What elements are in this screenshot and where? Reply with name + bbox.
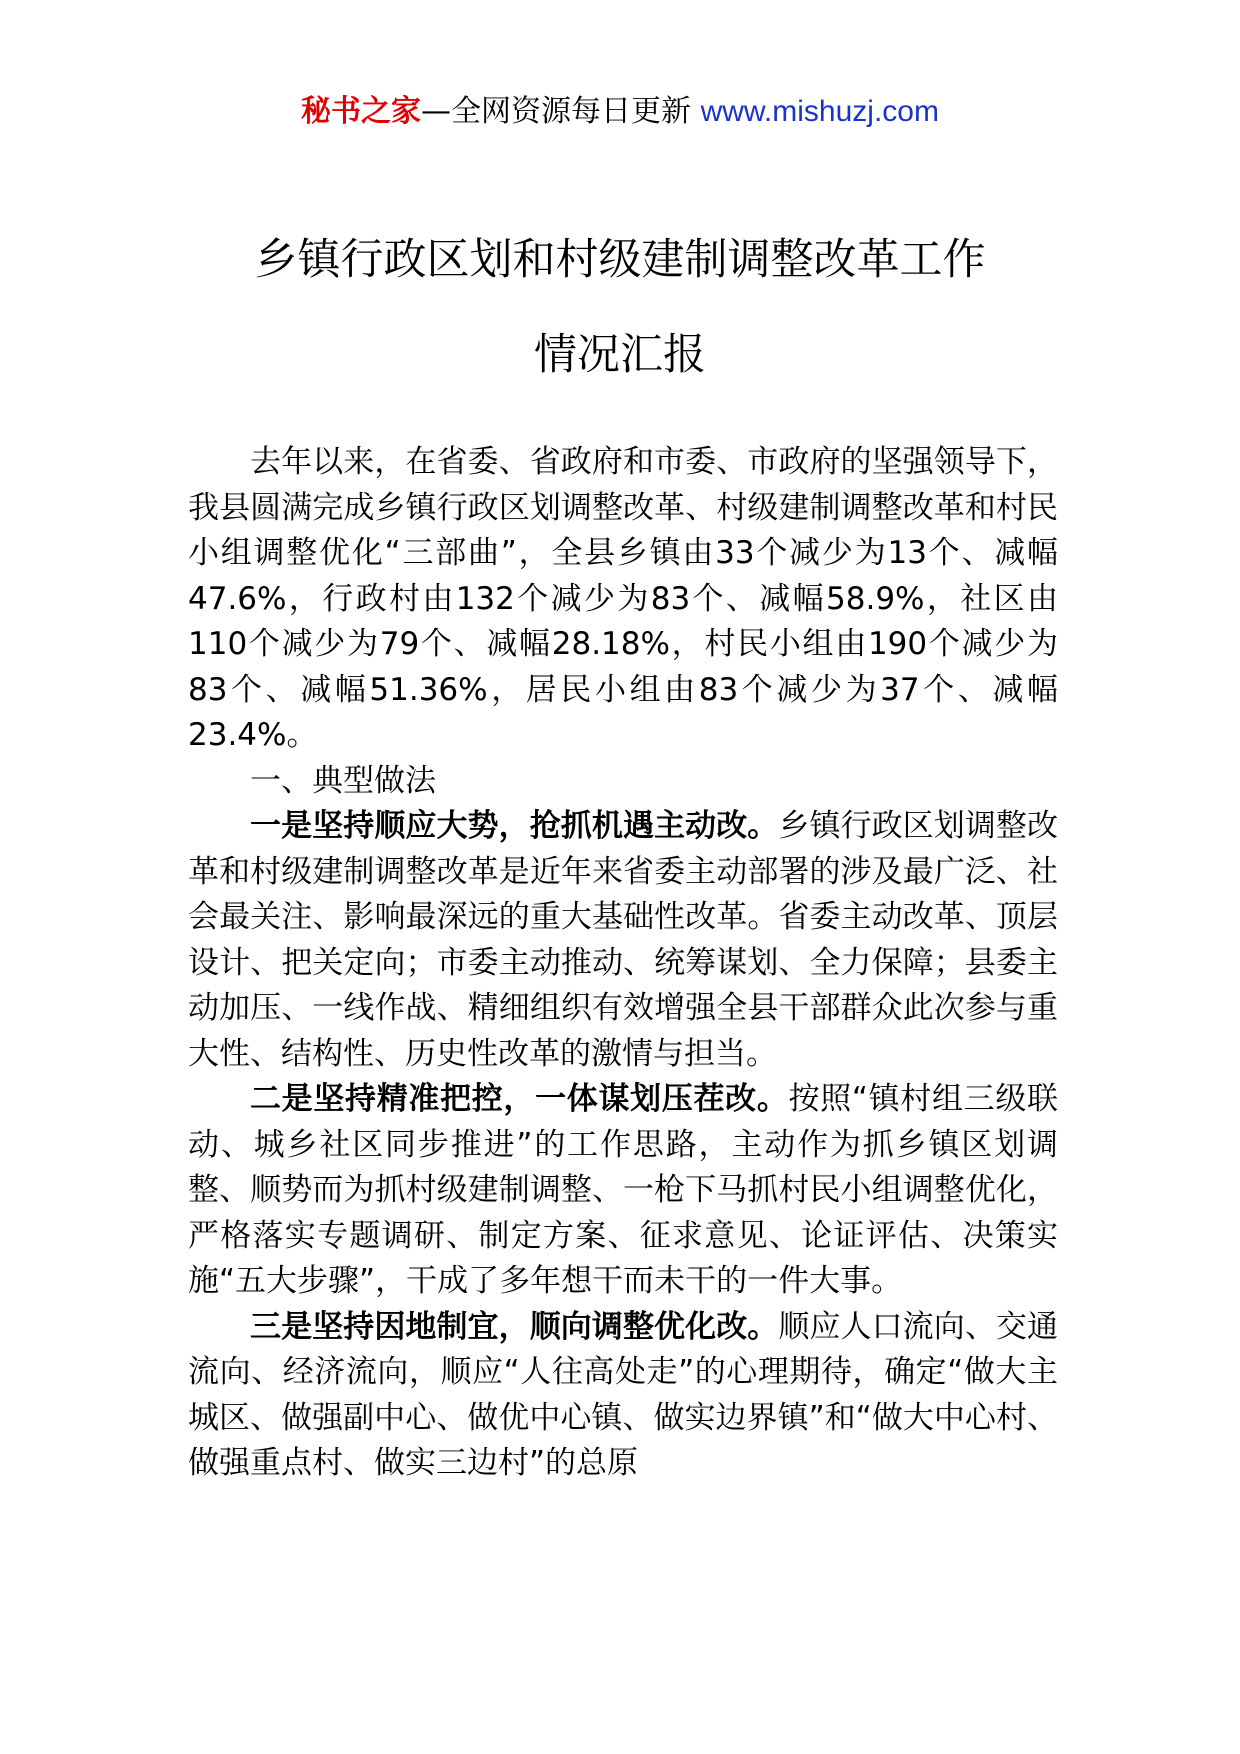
- watermark-brand: 秘书之家: [301, 94, 422, 129]
- point-text-2: 按照“镇村组三级联动、城乡社区同步推进”的工作思路，主动作为抓乡镇区划调整、顺势而为抓村级建制调整、一枪下马抓村民小组调整优化，严格落实专题调研、制定方案、征求意见、论证评估、决策实施“五大步骤”，干成了多年想干而未干的一件大事。: [188, 1081, 1058, 1299]
- point-paragraph-1: [188, 804, 1058, 1077]
- document-body: [188, 440, 1058, 1487]
- point-text-1: 乡镇行政区划调整改革和村级建制调整改革是近年来省委主动部署的涉及最广泛、社会最关注、影响最深远的重大基础性改革。省委主动改革、顶层设计、把关定向；市委主动推动、统筹谋划、全力保障；县委主动加压、一线作战、精细组织有效增强全县干部群众此次参与重大性、结构性、历史性改革的激情与担当。: [188, 808, 1058, 1072]
- point-paragraph-3: [188, 1305, 1058, 1487]
- point-lead-2: 二是坚持精准把控，一体谋划压茬改。: [250, 1081, 789, 1117]
- document-title-line-2: 情况汇报: [534, 330, 706, 380]
- site-watermark-header: [0, 92, 1240, 132]
- watermark-url-link[interactable]: www.mishuzj.com: [700, 95, 939, 128]
- document-title-line-1: 乡镇行政区划和村级建制调整改革工作: [254, 235, 986, 285]
- section-heading: 一、典型做法: [250, 762, 436, 799]
- watermark-tagline: —全网资源每日更新: [421, 94, 701, 129]
- point-text-3: 顺应人口流向、交通流向、经济流向，顺应“人往高处走”的心理期待，确定“做大主城区、做强副中心、做优中心镇、做实边界镇”和“做大中心村、做强重点村、做实三边村”的总原: [188, 1308, 1058, 1481]
- point-lead-1: 一是坚持顺应大势，抢抓机遇主动改。: [250, 808, 779, 844]
- point-lead-3: 三是坚持因地制宜，顺向调整优化改。: [250, 1308, 779, 1345]
- intro-paragraph: 去年以来，在省委、省政府和市委、市政府的坚强领导下，我县圆满完成乡镇行政区划调整改革、村级建制调整改革和村民小组调整优化“三部曲”，全县乡镇由33个减少为13个、减幅47.6%，行政村由132个减少为83个、减幅58.9%，社区由110个减少为79个、减幅28.18%，村民小组由190个减少为83个、减幅51.36%，居民小组由83个减少为37个、减幅23.4%。: [188, 444, 1058, 753]
- point-paragraph-2: [188, 1077, 1058, 1305]
